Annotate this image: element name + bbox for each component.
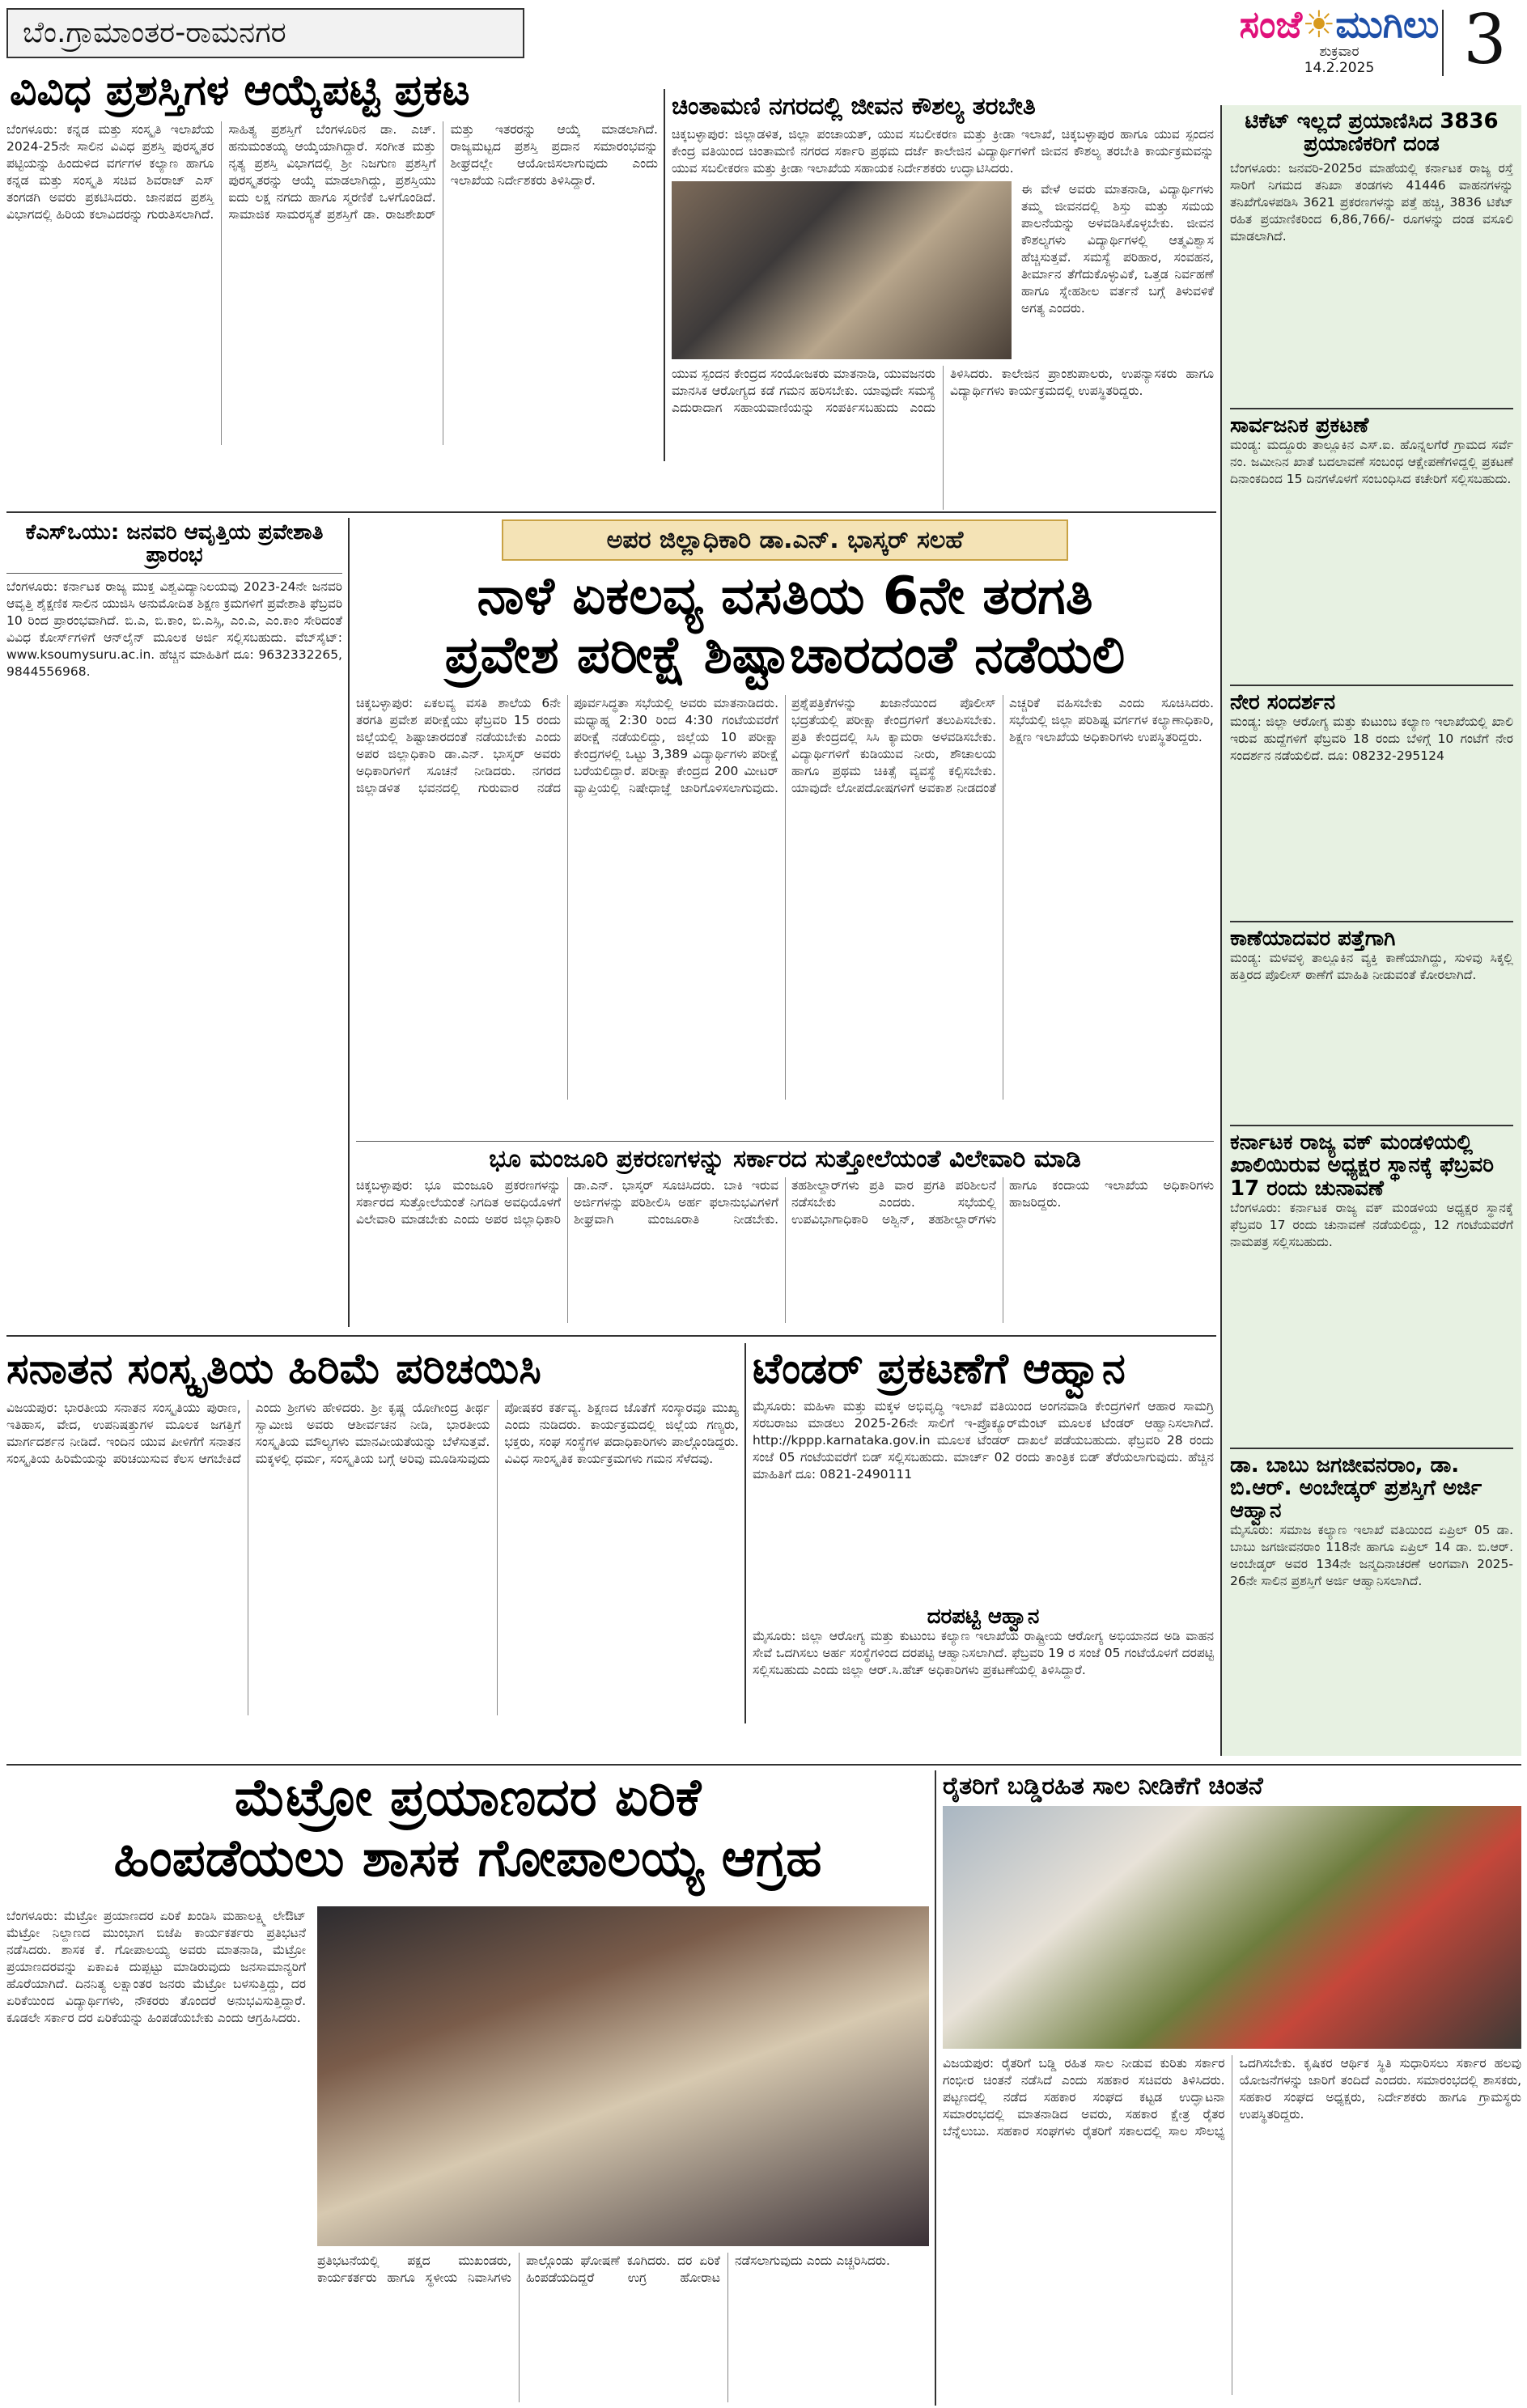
article-ekalavya — [356, 519, 1214, 1134]
article-body: ಚಿಕ್ಕಬಳ್ಳಾಪುರ: ಭೂ ಮಂಜೂರಿ ಪ್ರಕರಣಗಳನ್ನು ಸರ್ಕಾರದ ಸುತ್ತೋಲೆಯಂತೆ ನಿಗದಿತ ಅವಧಿಯೊಳಗೆ ವಿಲೇವಾರಿ ಮಾಡಬೇಕು ಎಂದು ಅಪರ ಜಿಲ್ಲಾಧಿಕಾರಿ ಡಾ.ಎನ್. ಭಾಸ್ಕರ್ ಸೂಚಿಸಿದರು. ಬಾಕಿ ಇರುವ ಅರ್ಜಿಗಳನ್ನು ಪರಿಶೀಲಿಸಿ ಅರ್ಹ ಫಲಾನುಭವಿಗಳಿಗೆ ಶೀಘ್ರವಾಗಿ ಮಂಜೂರಾತಿ ನೀಡಬೇಕು. ತಹಶೀಲ್ದಾರ್‌ಗಳು ಪ್ರತಿ ವಾರ ಪ್ರಗತಿ ಪರಿಶೀಲನೆ ನಡೆಸಬೇಕು ಎಂದರು. ಸಭೆಯಲ್ಲಿ ಉಪವಿಭಾಗಾಧಿಕಾರಿ ಅಶ್ವಿನ್, ತಹಶೀಲ್ದಾರ್‌ಗಳು ಹಾಗೂ ಕಂದಾಯ ಇಲಾಖೆಯ ಅಧಿಕಾರಿಗಳು ಹಾಜರಿದ್ದರು. — [356, 1178, 1214, 1227]
public-notice-headline: ಸಾರ್ವಜನಿಕ ಪ್ರಕಟಣೆ — [1230, 408, 1513, 437]
headline: ಭೂ ಮಂಜೂರಿ ಪ್ರಕರಣಗಳನ್ನು ಸರ್ಕಾರದ ಸುತ್ತೋಲೆಯಂತೆ ವಿಲೇವಾರಿ ಮಾಡಿ — [489, 1145, 1081, 1173]
article-body-bottom: ಯುವ ಸ್ಪಂದನ ಕೇಂದ್ರದ ಸಂಯೋಜಕರು ಮಾತನಾಡಿ, ಯುವಜನರು ಮಾನಸಿಕ ಆರೋಗ್ಯದ ಕಡೆ ಗಮನ ಹರಿಸಬೇಕು. ಯಾವುದೇ ಸಮಸ್ಯೆ ಎದುರಾದಾಗ ಸಹಾಯವಾಣಿಯನ್ನು ಸಂಪರ್ಕಿಸಬಹುದು ಎಂದು ತಿಳಿಸಿದರು. ಕಾಲೇಜಿನ ಪ್ರಾಂಶುಪಾಲರು, ಉಪನ್ಯಾಸಕರು ಹಾಗೂ ವಿದ್ಯಾರ್ಥಿಗಳು ಕಾರ್ಯಕ್ರಮದಲ್ಲಿ ಉಪಸ್ಥಿತರಿದ್ದರು. — [672, 367, 1214, 415]
headline-line-1: ನಾಳೆ ಏಕಲವ್ಯ ವಸತಿಯ 6ನೇ ತರಗತಿ — [477, 566, 1093, 626]
event-photo — [672, 181, 1012, 359]
article-tender — [753, 1343, 1214, 1723]
interview-headline: ನೇರ ಸಂದರ್ಶನ — [1230, 685, 1513, 714]
article-body-left: ಬೆಂಗಳೂರು: ಮೆಟ್ರೋ ಪ್ರಯಾಣದರ ಏರಿಕೆ ಖಂಡಿಸಿ ಮಹಾಲಕ್ಷ್ಮಿ ಲೇಔಟ್ ಮೆಟ್ರೋ ನಿಲ್ದಾಣದ ಮುಂಭಾಗ ಬಿಜೆಪಿ ಕಾರ್ಯಕರ್ತರು ಪ್ರತಿಭಟನೆ ನಡೆಸಿದರು. ಶಾಸಕ ಕೆ. ಗೋಪಾಲಯ್ಯ ಅವರು ಮಾತನಾಡಿ, ಮೆಟ್ರೋ ಪ್ರಯಾಣದರವನ್ನು ಏಕಾಏಕಿ ದುಪ್ಪಟ್ಟು ಮಾಡಿರುವುದು ಜನಸಾಮಾನ್ಯರಿಗೆ ಹೊರೆಯಾಗಿದೆ. ದಿನನಿತ್ಯ ಲಕ್ಷಾಂತರ ಜನರು ಮೆಟ್ರೋ ಬಳಸುತ್ತಿದ್ದು, ದರ ಏರಿಕೆಯಿಂದ ವಿದ್ಯಾರ್ಥಿಗಳು, ನೌಕರರು ತೊಂದರೆ ಅನುಭವಿಸುತ್ತಿದ್ದಾರೆ. ಕೂಡಲೇ ಸರ್ಕಾರ ದರ ಏರಿಕೆಯನ್ನು ಹಿಂಪಡೆಯಬೇಕು ಎಂದು ಆಗ್ರಹಿಸಿದರು. — [6, 1909, 306, 2025]
headline: ಟೆಂಡರ್ ಪ್ರಕಟಣೆಗೆ ಆಹ್ವಾನ — [753, 1345, 1126, 1393]
article-body: ಬೆಂಗಳೂರು: ಕನ್ನಡ ಮತ್ತು ಸಂಸ್ಕೃತಿ ಇಲಾಖೆಯ 2024-25ನೇ ಸಾಲಿನ ವಿವಿಧ ಪ್ರಶಸ್ತಿ ಪುರಸ್ಕೃತರ ಪಟ್ಟಿಯನ್ನು ಹಿಂದುಳಿದ ವರ್ಗಗಳ ಕಲ್ಯಾಣ ಹಾಗೂ ಕನ್ನಡ ಮತ್ತು ಸಂಸ್ಕೃತಿ ಸಚಿವ ಶಿವರಾಜ್ ಎಸ್ ತಂಗಡಗಿ ಅವರು ಪ್ರಕಟಿಸಿದರು. ಜಾನಪದ ಪ್ರಶಸ್ತಿ ವಿಭಾಗದಲ್ಲಿ ಹಿರಿಯ ಕಲಾವಿದರನ್ನು ಗುರುತಿಸಲಾಗಿದೆ. ಸಾಹಿತ್ಯ ಪ್ರಶಸ್ತಿಗೆ ಬೆಂಗಳೂರಿನ ಡಾ. ಎಚ್. ಹನುಮಂತಯ್ಯ ಆಯ್ಕೆಯಾಗಿದ್ದಾರೆ. ಸಂಗೀತ ಮತ್ತು ನೃತ್ಯ ಪ್ರಶಸ್ತಿ ವಿಭಾಗದಲ್ಲಿ ಶ್ರೀ ನಿಜಗುಣ ಪ್ರಶಸ್ತಿಗೆ ಪುರಸ್ಕೃತರನ್ನು ಆಯ್ಕೆ ಮಾಡಲಾಗಿದ್ದು, ಪ್ರಶಸ್ತಿಯು ಐದು ಲಕ್ಷ ನಗದು ಹಾಗೂ ಸ್ಮರಣಿಕೆ ಒಳಗೊಂಡಿದೆ. ಸಾಮಾಜಿಕ ಸಾಮರಸ್ಯತೆ ಪ್ರಶಸ್ತಿಗೆ ಡಾ. ರಾಜಶೇಖರ್ ಮತ್ತು ಇತರರನ್ನು ಆಯ್ಕೆ ಮಾಡಲಾಗಿದೆ. ರಾಜ್ಯಮಟ್ಟದ ಪ್ರಶಸ್ತಿ ಪ್ರದಾನ ಸಮಾರಂಭವನ್ನು ಶೀಘ್ರದಲ್ಲೇ ಆಯೋಜಿಸಲಾಗುವುದು ಎಂದು ಇಲಾಖೆಯ ನಿರ್ದೇಶಕರು ತಿಳಿಸಿದ್ದಾರೆ. — [6, 122, 658, 223]
headline: ರೈತರಿಗೆ ಬಡ್ಡಿರಹಿತ ಸಾಲ ನೀಡಿಕೆಗೆ ಚಿಂತನೆ — [943, 1772, 1263, 1800]
sun-icon: ☀ — [1302, 5, 1336, 46]
missing-headline: ಕಾಣೆಯಾದವರ ಪತ್ತೆಗಾಗಿ — [1230, 921, 1513, 950]
headline-line-2: ಪ್ರವೇಶ ಪರೀಕ್ಷೆ ಶಿಷ್ಟಾಚಾರದಂತೆ ನಡೆಯಲಿ — [444, 625, 1126, 686]
article-farmers — [943, 1770, 1521, 2406]
headline-line-1: ಮೆಟ್ರೋ ಪ್ರಯಾಣದರ ಏರಿಕೆ — [234, 1770, 702, 1828]
rate-body: ಮೈಸೂರು: ಜಿಲ್ಲಾ ಆರೋಗ್ಯ ಮತ್ತು ಕುಟುಂಬ ಕಲ್ಯಾಣ ಇಲಾಖೆಯ ರಾಷ್ಟ್ರೀಯ ಆರೋಗ್ಯ ಅಭಿಯಾನದ ಅಡಿ ವಾಹನ ಸೇವೆ ಒದಗಿಸಲು ಅರ್ಹ ಸಂಸ್ಥೆಗಳಿಂದ ದರಪಟ್ಟಿ ಆಹ್ವಾನಿಸಲಾಗಿದೆ. ಫೆಬ್ರವರಿ 19 ರ ಸಂಜೆ 05 ಗಂಟೆಯೊಳಗೆ ದರಪಟ್ಟಿ ಸಲ್ಲಿಸಬಹುದು ಎಂದು ಜಿಲ್ಲಾ ಆರ್.ಸಿ.ಹೆಚ್ ಅಧಿಕಾರಿಗಳು ಪ್ರಕಟಣೆಯಲ್ಲಿ ತಿಳಿಸಿದ್ದಾರೆ. — [753, 1629, 1214, 1678]
article-body: ಚಿಕ್ಕಬಳ್ಳಾಪುರ: ಏಕಲವ್ಯ ವಸತಿ ಶಾಲೆಯ 6ನೇ ತರಗತಿ ಪ್ರವೇಶ ಪರೀಕ್ಷೆಯು ಫೆಬ್ರವರಿ 15 ರಂದು ಜಿಲ್ಲೆಯಲ್ಲಿ ಶಿಷ್ಟಾಚಾರದಂತೆ ನಡೆಯಬೇಕು ಎಂದು ಅಪರ ಜಿಲ್ಲಾಧಿಕಾರಿ ಡಾ.ಎನ್. ಭಾಸ್ಕರ್ ಅವರು ಅಧಿಕಾರಿಗಳಿಗೆ ಸೂಚನೆ ನೀಡಿದರು. ನಗರದ ಜಿಲ್ಲಾಡಳಿತ ಭವನದಲ್ಲಿ ಗುರುವಾರ ನಡೆದ ಪೂರ್ವಸಿದ್ಧತಾ ಸಭೆಯಲ್ಲಿ ಅವರು ಮಾತನಾಡಿದರು. ಮಧ್ಯಾಹ್ನ 2:30 ರಿಂದ 4:30 ಗಂಟೆಯವರೆಗೆ ಪರೀಕ್ಷೆ ನಡೆಯಲಿದ್ದು, ಜಿಲ್ಲೆಯ 10 ಪರೀಕ್ಷಾ ಕೇಂದ್ರಗಳಲ್ಲಿ ಒಟ್ಟು 3,389 ವಿದ್ಯಾರ್ಥಿಗಳು ಪರೀಕ್ಷೆ ಬರೆಯಲಿದ್ದಾರೆ. ಪರೀಕ್ಷಾ ಕೇಂದ್ರದ 200 ಮೀಟರ್ ವ್ಯಾಪ್ತಿಯಲ್ಲಿ ನಿಷೇಧಾಜ್ಞೆ ಜಾರಿಗೊಳಿಸಲಾಗುವುದು. ಪ್ರಶ್ನೆಪತ್ರಿಕೆಗಳನ್ನು ಖಜಾನೆಯಿಂದ ಪೊಲೀಸ್ ಭದ್ರತೆಯಲ್ಲಿ ಪರೀಕ್ಷಾ ಕೇಂದ್ರಗಳಿಗೆ ತಲುಪಿಸಬೇಕು. ಪ್ರತಿ ಕೇಂದ್ರದಲ್ಲಿ ಸಿಸಿ ಕ್ಯಾಮರಾ ಅಳವಡಿಸಬೇಕು. ವಿದ್ಯಾರ್ಥಿಗಳಿಗೆ ಕುಡಿಯುವ ನೀರು, ಶೌಚಾಲಯ ಹಾಗೂ ಪ್ರಥಮ ಚಿಕಿತ್ಸೆ ವ್ಯವಸ್ಥೆ ಕಲ್ಪಿಸಬೇಕು. ಯಾವುದೇ ಲೋಪದೋಷಗಳಿಗೆ ಅವಕಾಶ ನೀಡದಂತೆ ಎಚ್ಚರಿಕೆ ವಹಿಸಬೇಕು ಎಂದು ಸೂಚಿಸಿದರು. ಸಭೆಯಲ್ಲಿ ಜಿಲ್ಲಾ ಪರಿಶಿಷ್ಟ ವರ್ಗಗಳ ಕಲ್ಯಾಣಾಧಿಕಾರಿ, ಶಿಕ್ಷಣ ಇಲಾಖೆಯ ಅಧಿಕಾರಿಗಳು ಉಪಸ್ಥಿತರಿದ್ದರು. — [356, 696, 1214, 796]
article-awards — [6, 63, 658, 460]
headline-line-2: ಹಿಂಪಡೆಯಲು ಶಾಸಕ ಗೋಪಾಲಯ್ಯ ಆಗ್ರಹ — [113, 1829, 822, 1889]
issue-date: 14.2.2025 — [1304, 60, 1375, 76]
protest-photo — [317, 1906, 929, 2246]
article-body-side: ಈ ವೇಳೆ ಅವರು ಮಾತನಾಡಿ, ವಿದ್ಯಾರ್ಥಿಗಳು ತಮ್ಮ ಜೀವನದಲ್ಲಿ ಶಿಸ್ತು ಮತ್ತು ಸಮಯ ಪಾಲನೆಯನ್ನು ಅಳವಡಿಸಿಕೊಳ್ಳಬೇಕು. ಜೀವನ ಕೌಶಲ್ಯಗಳು ವಿದ್ಯಾರ್ಥಿಗಳಲ್ಲಿ ಆತ್ಮವಿಶ್ವಾಸ ಹೆಚ್ಚಿಸುತ್ತವೆ. ಸಮಸ್ಯೆ ಪರಿಹಾರ, ಸಂವಹನ, ತೀರ್ಮಾನ ತೆಗೆದುಕೊಳ್ಳುವಿಕೆ, ಒತ್ತಡ ನಿರ್ವಹಣೆ ಹಾಗೂ ಸ್ನೇಹಶೀಲ ವರ್ತನೆ ಬಗ್ಗೆ ತಿಳುವಳಿಕೆ ಅಗತ್ಯ ಎಂದರು. — [1021, 182, 1214, 316]
article-metro — [6, 1770, 929, 2406]
farmers-event-photo — [943, 1806, 1521, 2049]
waqf-headline: ಕರ್ನಾಟಕ ರಾಜ್ಯ ವಕ್ ಮಂಡಳಿಯಲ್ಲಿ ಖಾಲಿಯಿರುವ ಅಧ್ಯಕ್ಷರ ಸ್ಥಾನಕ್ಕೆ ಫೆಬ್ರವರಿ 17 ರಂದು ಚುನಾವಣೆ — [1230, 1125, 1513, 1199]
missing-body: ಮಂಡ್ಯ: ಮಳವಳ್ಳಿ ತಾಲ್ಲೂಕಿನ ವ್ಯಕ್ತಿ ಕಾಣೆಯಾಗಿದ್ದು, ಸುಳಿವು ಸಿಕ್ಕಲ್ಲಿ ಹತ್ತಿರದ ಪೊಲೀಸ್ ಠಾಣೆಗೆ ಮಾಹಿತಿ ನೀಡುವಂತೆ ಕೋರಲಾಗಿದೆ. — [1230, 951, 1513, 983]
article-body-top: ಚಿಕ್ಕಬಳ್ಳಾಪುರ: ಜಿಲ್ಲಾಡಳಿತ, ಜಿಲ್ಲಾ ಪಂಚಾಯತ್, ಯುವ ಸಬಲೀಕರಣ ಮತ್ತು ಕ್ರೀಡಾ ಇಲಾಖೆ, ಚಿಕ್ಕಬಳ್ಳಾಪುರ ಹಾಗೂ ಯುವ ಸ್ಪಂದನ ಕೇಂದ್ರ ವತಿಯಿಂದ ಚಿಂತಾಮಣಿ ನಗರದ ಸರ್ಕಾರಿ ಪ್ರಥಮ ದರ್ಜೆ ಕಾಲೇಜಿನ ವಿದ್ಯಾರ್ಥಿಗಳಿಗೆ ಜೀವನ ಕೌಶಲ್ಯ ತರಬೇತಿ ಕಾರ್ಯಕ್ರಮವನ್ನು ಯುವ ಸಬಲೀಕರಣ ಮತ್ತು ಕ್ರೀಡಾ ಇಲಾಖೆಯ ಸಹಾಯಕ ನಿರ್ದೇಶಕರು ಉದ್ಘಾಟಿಸಿದರು. — [672, 127, 1214, 176]
ticketless-headline: ಟಿಕೆಟ್ ಇಲ್ಲದೆ ಪ್ರಯಾಣಿಸಿದ 3836 ಪ್ರಯಾಣಿಕರಿಗೆ ದಂಡ — [1245, 109, 1499, 157]
masthead-logo — [1238, 5, 1440, 81]
headline: ಕೆಎಸ್ಒಯು: ಜನವರಿ ಆವೃತ್ತಿಯ ಪ್ರವೇಶಾತಿ ಪ್ರಾರಂಭ — [6, 518, 342, 574]
article-body: ಮೈಸೂರು: ಮಹಿಳಾ ಮತ್ತು ಮಕ್ಕಳ ಅಭಿವೃದ್ಧಿ ಇಲಾಖೆ ವತಿಯಿಂದ ಅಂಗನವಾಡಿ ಕೇಂದ್ರಗಳಿಗೆ ಆಹಾರ ಸಾಮಗ್ರಿ ಸರಬರಾಜು ಮಾಡಲು 2025-26ನೇ ಸಾಲಿಗೆ ಇ-ಪ್ರೊಕ್ಯೂರ್‌ಮೆಂಟ್ ಮೂಲಕ ಟೆಂಡರ್ ಆಹ್ವಾನಿಸಲಾಗಿದೆ. http://kppp.karnataka.gov.in ಮೂಲಕ ಟೆಂಡರ್ ದಾಖಲೆ ಪಡೆಯಬಹುದು. ಫೆಬ್ರವರಿ 28 ರಂದು ಸಂಜೆ 05 ಗಂಟೆಯವರೆಗೆ ಬಿಡ್ ಸಲ್ಲಿಸಬಹುದು. ಮಾರ್ಚ್ 02 ರಂದು ತಾಂತ್ರಿಕ ಬಿಡ್ ತೆರೆಯಲಾಗುವುದು. ಹೆಚ್ಚಿನ ಮಾಹಿತಿಗೆ ದೂ: 0821-2490111 — [753, 1399, 1214, 1482]
kicker: ಅಪರ ಜಿಲ್ಲಾಧಿಕಾರಿ ಡಾ.ಎನ್. ಭಾಸ್ಕರ್ ಸಲಹೆ — [502, 519, 1068, 561]
ticketless-body: ಬೆಂಗಳೂರು: ಜನವರಿ-2025ರ ಮಾಹೆಯಲ್ಲಿ ಕರ್ನಾಟಕ ರಾಜ್ಯ ರಸ್ತೆ ಸಾರಿಗೆ ನಿಗಮದ ತನಿಖಾ ತಂಡಗಳು 41446 ವಾಹನಗಳನ್ನು ತನಿಖೆಗೊಳಪಡಿಸಿ 3621 ಪ್ರಕರಣಗಳನ್ನು ಪತ್ತೆ ಹಚ್ಚಿ, 3836 ಟಿಕೆಟ್ ರಹಿತ ಪ್ರಯಾಣಿಕರಿಂದ 6,86,766/- ರೂಗಳನ್ನು ದಂಡ ವಸೂಲಿ ಮಾಡಲಾಗಿದೆ. — [1230, 161, 1513, 244]
ambedkar-body: ಮೈಸೂರು: ಸಮಾಜ ಕಲ್ಯಾಣ ಇಲಾಖೆ ವತಿಯಿಂದ ಏಪ್ರಿಲ್ 05 ಡಾ. ಬಾಬು ಜಗಜೀವನರಾಂ 118ನೇ ಹಾಗೂ ಏಪ್ರಿಲ್ 14 ಡಾ. ಬಿ.ಆರ್. ಅಂಬೇಡ್ಕರ್ ಅವರ 134ನೇ ಜನ್ಮದಿನಾಚರಣೆ ಅಂಗವಾಗಿ 2025-26ನೇ ಸಾಲಿನ ಪ್ರಶಸ್ತಿಗೆ ಅರ್ಜಿ ಆಹ್ವಾನಿಸಲಾಗಿದೆ. — [1230, 1522, 1513, 1588]
article-chintamani — [672, 91, 1214, 511]
page-number: 3 — [1463, 0, 1507, 79]
headline: ವಿವಿಧ ಪ್ರಶಸ್ತಿಗಳ ಆಯ್ಕೆಪಟ್ಟಿ ಪ್ರಕಟ — [10, 66, 470, 115]
article-land — [356, 1141, 1214, 1327]
article-ksou — [6, 518, 342, 1327]
article-body: ವಿಜಯಪುರ: ಭಾರತೀಯ ಸನಾತನ ಸಂಸ್ಕೃತಿಯು ಪುರಾಣ, ಇತಿಹಾಸ, ವೇದ, ಉಪನಿಷತ್ತುಗಳ ಮೂಲಕ ಜಗತ್ತಿಗೆ ಮಾರ್ಗದರ್ಶನ ನೀಡಿದೆ. ಇಂದಿನ ಯುವ ಪೀಳಿಗೆಗೆ ಸನಾತನ ಸಂಸ್ಕೃತಿಯ ಹಿರಿಮೆಯನ್ನು ಪರಿಚಯಿಸುವ ಕೆಲಸ ಆಗಬೇಕಿದೆ ಎಂದು ಶ್ರೀಗಳು ಹೇಳಿದರು. ಶ್ರೀ ಕೃಷ್ಣ ಯೋಗೀಂದ್ರ ತೀರ್ಥ ಸ್ವಾಮೀಜಿ ಅವರು ಆಶೀರ್ವಚನ ನೀಡಿ, ಭಾರತೀಯ ಸಂಸ್ಕೃತಿಯ ಮೌಲ್ಯಗಳು ಮಾನವೀಯತೆಯನ್ನು ಬೆಳೆಸುತ್ತವೆ. ಮಕ್ಕಳಲ್ಲಿ ಧರ್ಮ, ಸಂಸ್ಕೃತಿಯ ಬಗ್ಗೆ ಅರಿವು ಮೂಡಿಸುವುದು ಪೋಷಕರ ಕರ್ತವ್ಯ. ಶಿಕ್ಷಣದ ಜೊತೆಗೆ ಸಂಸ್ಕಾರವೂ ಮುಖ್ಯ ಎಂದು ನುಡಿದರು. ಕಾರ್ಯಕ್ರಮದಲ್ಲಿ ಜಿಲ್ಲೆಯ ಗಣ್ಯರು, ಭಕ್ತರು, ಸಂಘ ಸಂಸ್ಥೆಗಳ ಪದಾಧಿಕಾರಿಗಳು ಪಾಲ್ಗೊಂಡಿದ್ದರು. ವಿವಿಧ ಸಾಂಸ್ಕೃತಿಕ ಕಾರ್ಯಕ್ರಮಗಳು ಗಮನ ಸೆಳೆದವು. — [6, 1401, 739, 1467]
headline: ಸನಾತನ ಸಂಸ್ಕೃತಿಯ ಹಿರಿಮೆ ಪರಿಚಯಿಸಿ — [6, 1345, 541, 1393]
sidebar-column — [1220, 105, 1521, 1756]
public-notice-body: ಮಂಡ್ಯ: ಮದ್ದೂರು ತಾಲ್ಲೂಕಿನ ಎಸ್.ಐ. ಹೊನ್ನಲಗೆರೆ ಗ್ರಾಮದ ಸರ್ವೆ ನಂ. ಜಮೀನಿನ ಖಾತೆ ಬದಲಾವಣೆ ಸಂಬಂಧ ಆಕ್ಷೇಪಣೆಗಳಿದ್ದಲ್ಲಿ ಪ್ರಕಟಣೆ ದಿನಾಂಕದಿಂದ 15 ದಿನಗಳೊಳಗೆ ಸಂಬಂಧಿಸಿದ ಕಚೇರಿಗೆ ಸಲ್ಲಿಸಬಹುದು. — [1230, 438, 1513, 487]
waqf-body: ಬೆಂಗಳೂರು: ಕರ್ನಾಟಕ ರಾಜ್ಯ ವಕ್ ಮಂಡಳಿಯ ಅಧ್ಯಕ್ಷರ ಸ್ಥಾನಕ್ಕೆ ಫೆಬ್ರವರಿ 17 ರಂದು ಚುನಾವಣೆ ನಡೆಯಲಿದ್ದು, 12 ಗಂಟೆಯವರೆಗೆ ನಾಮಪತ್ರ ಸಲ್ಲಿಸಬಹುದು. — [1230, 1200, 1513, 1249]
logo-part-2: ಮುಗಿಲು — [1335, 5, 1440, 46]
article-body: ವಿಜಯಪುರ: ರೈತರಿಗೆ ಬಡ್ಡಿ ರಹಿತ ಸಾಲ ನೀಡುವ ಕುರಿತು ಸರ್ಕಾರ ಗಂಭೀರ ಚಿಂತನೆ ನಡೆಸಿದೆ ಎಂದು ಸಹಕಾರ ಸಚಿವರು ತಿಳಿಸಿದರು. ಪಟ್ಟಣದಲ್ಲಿ ನಡೆದ ಸಹಕಾರ ಸಂಘದ ಕಟ್ಟಡ ಉದ್ಘಾಟನಾ ಸಮಾರಂಭದಲ್ಲಿ ಮಾತನಾಡಿದ ಅವರು, ಸಹಕಾರ ಕ್ಷೇತ್ರ ರೈತರ ಬೆನ್ನೆಲುಬು. ಸಹಕಾರ ಸಂಘಗಳು ರೈತರಿಗೆ ಸಕಾಲದಲ್ಲಿ ಸಾಲ ಸೌಲಭ್ಯ ಒದಗಿಸಬೇಕು. ಕೃಷಿಕರ ಆರ್ಥಿಕ ಸ್ಥಿತಿ ಸುಧಾರಿಸಲು ಸರ್ಕಾರ ಹಲವು ಯೋಜನೆಗಳನ್ನು ಜಾರಿಗೆ ತಂದಿದೆ ಎಂದರು. ಸಮಾರಂಭದಲ್ಲಿ ಶಾಸಕರು, ಸಹಕಾರ ಸಂಘದ ಅಧ್ಯಕ್ಷರು, ನಿರ್ದೇಶಕರು ಹಾಗೂ ಗ್ರಾಮಸ್ಥರು ಉಪಸ್ಥಿತರಿದ್ದರು. — [943, 2056, 1521, 2139]
article-body: ಬೆಂಗಳೂರು: ಕರ್ನಾಟಕ ರಾಜ್ಯ ಮುಕ್ತ ವಿಶ್ವವಿದ್ಯಾನಿಲಯವು 2023-24ನೇ ಜನವರಿ ಆವೃತ್ತಿ ಶೈಕ್ಷಣಿಕ ಸಾಲಿನ ಯುಜಿಸಿ ಅನುಮೋದಿತ ಶಿಕ್ಷಣ ಕ್ರಮಗಳಿಗೆ ಪ್ರವೇಶಾತಿ ಫೆಬ್ರವರಿ 10 ರಿಂದ ಪ್ರಾರಂಭವಾಗಿದೆ. ಬಿ.ಎ, ಬಿ.ಕಾಂ, ಬಿ.ಎಸ್ಸಿ, ಎಂ.ಎ, ಎಂ.ಕಾಂ ಸೇರಿದಂತೆ ವಿವಿಧ ಕೋರ್ಸ್‌ಗಳಿಗೆ ಆನ್‌ಲೈನ್ ಮೂಲಕ ಅರ್ಜಿ ಸಲ್ಲಿಸಬಹುದು. ವೆಬ್‌ಸೈಟ್: www.ksoumysuru.ac.in. ಹೆಚ್ಚಿನ ಮಾಹಿತಿಗೆ ದೂ: 9632332265, 9844556968. — [6, 579, 342, 680]
rate-headline: ದರಪಟ್ಟಿ ಆಹ್ವಾನ — [927, 1605, 1040, 1630]
section-tag: ಬೆಂ.ಗ್ರಾಮಾಂತರ-ರಾಮನಗರ — [6, 8, 524, 58]
ambedkar-headline: ಡಾ. ಬಾಬು ಜಗಜೀವನರಾಂ, ಡಾ. ಬಿ.ಆರ್. ಅಂಬೇಡ್ಕರ್ ಪ್ರಶಸ್ತಿಗೆ ಅರ್ಜಿ ಆಹ್ವಾನ — [1230, 1448, 1513, 1522]
article-body-bottom: ಪ್ರತಿಭಟನೆಯಲ್ಲಿ ಪಕ್ಷದ ಮುಖಂಡರು, ಕಾರ್ಯಕರ್ತರು ಹಾಗೂ ಸ್ಥಳೀಯ ನಿವಾಸಿಗಳು ಪಾಲ್ಗೊಂಡು ಘೋಷಣೆ ಕೂಗಿದರು. ದರ ಏರಿಕೆ ಹಿಂಪಡೆಯದಿದ್ದರೆ ಉಗ್ರ ಹೋರಾಟ ನಡೆಸಲಾಗುವುದು ಎಂದು ಎಚ್ಚರಿಸಿದರು. — [317, 2253, 890, 2285]
article-sanatana — [6, 1343, 739, 1723]
logo-part-1: ಸಂಜೆ — [1239, 5, 1303, 46]
headline: ಚಿಂತಾಮಣಿ ನಗರದಲ್ಲಿ ಜೀವನ ಕೌಶಲ್ಯ ತರಬೇತಿ — [672, 92, 1036, 121]
issue-day: ಶುಕ್ರವಾರ — [1319, 44, 1359, 60]
interview-body: ಮಂಡ್ಯ: ಜಿಲ್ಲಾ ಆರೋಗ್ಯ ಮತ್ತು ಕುಟುಂಬ ಕಲ್ಯಾಣ ಇಲಾಖೆಯಲ್ಲಿ ಖಾಲಿ ಇರುವ ಹುದ್ದೆಗಳಿಗೆ ಫೆಬ್ರವರಿ 18 ರಂದು ಬೆಳಿಗ್ಗೆ 10 ಗಂಟೆಗೆ ನೇರ ಸಂದರ್ಶನ ನಡೆಯಲಿದೆ. ದೂ: 08232-295124 — [1230, 714, 1513, 764]
